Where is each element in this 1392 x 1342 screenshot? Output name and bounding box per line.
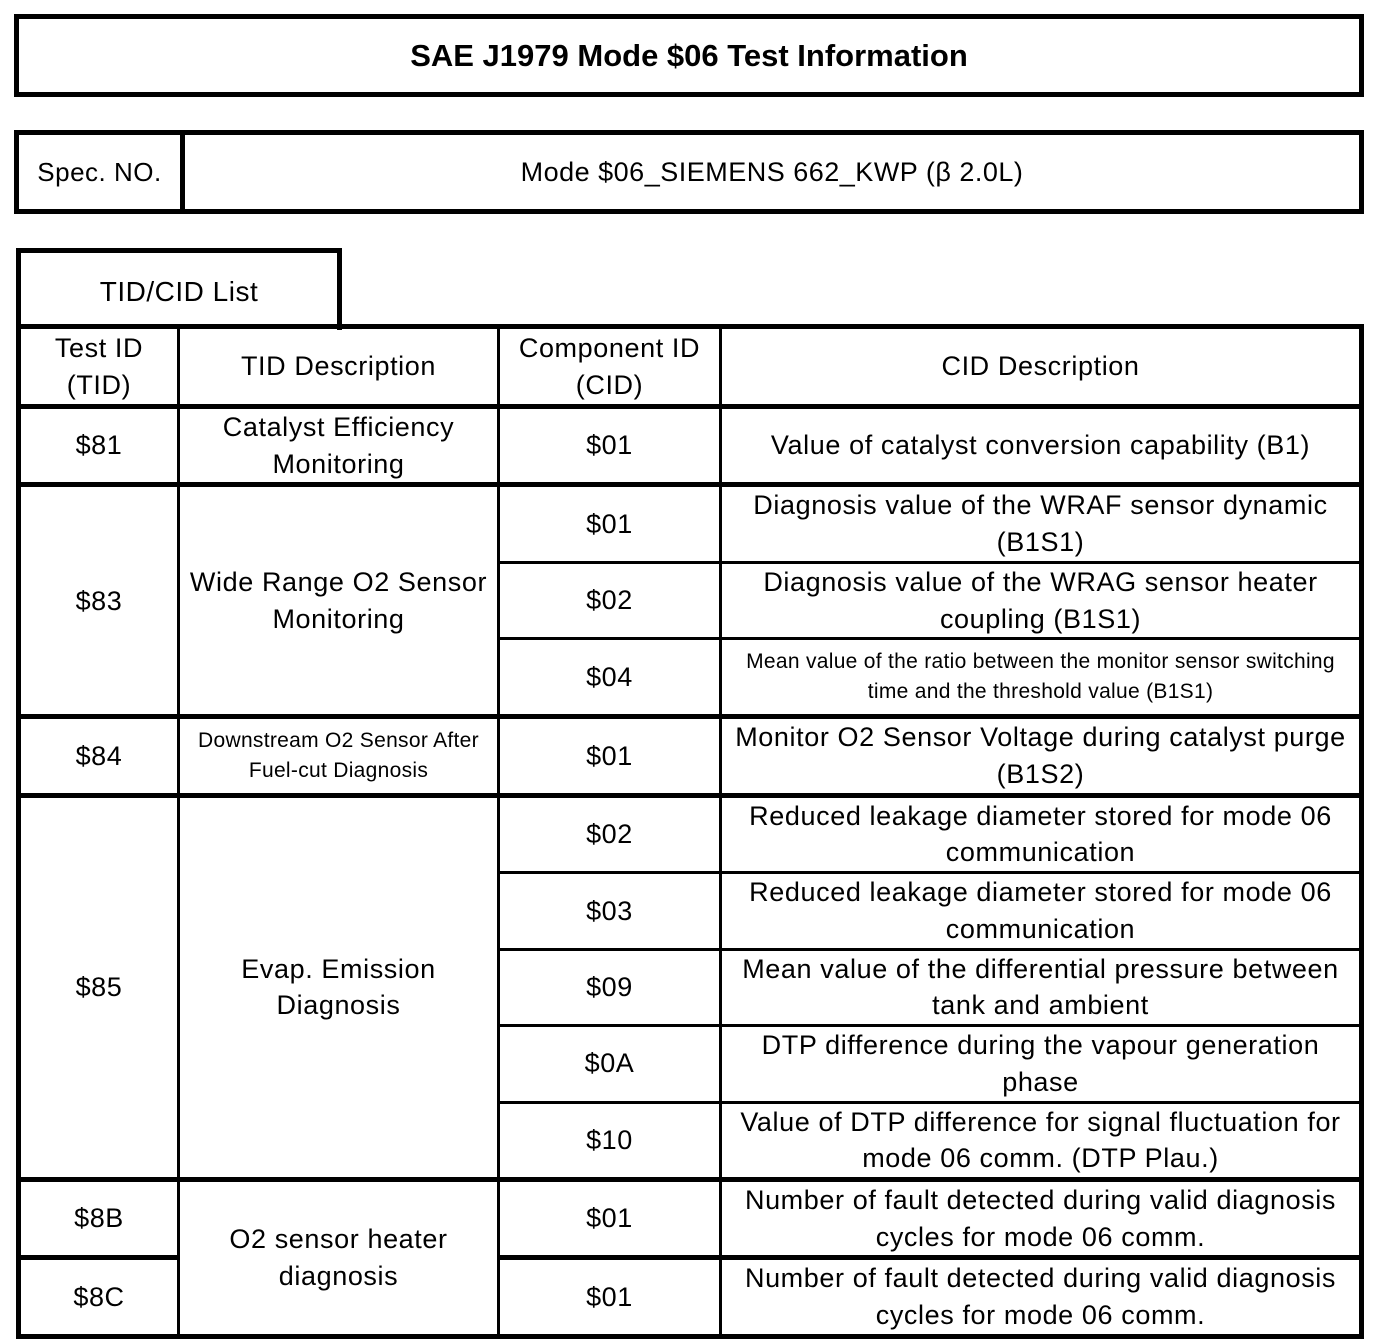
cid-description-cell: Mean value of the differential pressure between tank and ambient (721, 949, 1362, 1025)
page-title: SAE J1979 Mode $06 Test Information (14, 14, 1364, 97)
tid-description-cell: Catalyst Efficiency Monitoring (179, 407, 499, 485)
header-test-id: Test ID (TID) (19, 327, 179, 407)
table-row (19, 795, 1362, 872)
tid-cid-table (16, 324, 1364, 1339)
tid-description-cell: Evap. Emission Diagnosis (179, 795, 499, 1179)
cid-cell: $02 (499, 795, 721, 872)
header-component-id: Component ID (CID) (499, 327, 721, 407)
cid-cell: $0A (499, 1026, 721, 1102)
cid-description-cell: Diagnosis value of the WRAG sensor heater coupling (B1S1) (721, 562, 1362, 638)
tid-cell: $84 (19, 717, 179, 795)
cid-cell: $04 (499, 639, 721, 717)
cid-cell: $09 (499, 949, 721, 1025)
spec-label: Spec. NO. (19, 135, 185, 209)
cid-cell: $01 (499, 1179, 721, 1257)
spec-number-box (14, 130, 1364, 214)
cid-cell: $01 (499, 485, 721, 562)
table-row (19, 717, 1362, 795)
cid-description-cell: Reduced leakage diameter stored for mode 06 communication (721, 873, 1362, 949)
cid-description-cell: Diagnosis value of the WRAF sensor dynamic (B1S1) (721, 485, 1362, 562)
tid-cell: $8B (19, 1179, 179, 1257)
cid-cell: $01 (499, 407, 721, 485)
cid-cell: $10 (499, 1102, 721, 1179)
cid-description-cell: Number of fault detected during valid diagnosis cycles for mode 06 comm. (721, 1179, 1362, 1257)
cid-cell: $01 (499, 1258, 721, 1336)
tid-cell: $8C (19, 1258, 179, 1336)
tid-cell: $83 (19, 485, 179, 717)
header-tid-description: TID Description (179, 327, 499, 407)
tid-description-cell: O2 sensor heater diagnosis (179, 1179, 499, 1336)
cid-cell: $03 (499, 873, 721, 949)
tid-cell: $81 (19, 407, 179, 485)
tid-cid-list-heading: TID/CID List (16, 248, 342, 330)
table-row (19, 1179, 1362, 1257)
table-header-row (19, 327, 1362, 407)
cid-description-cell: Value of DTP difference for signal fluctuation for mode 06 comm. (DTP Plau.) (721, 1102, 1362, 1179)
cid-description-cell: Monitor O2 Sensor Voltage during catalyst purge (B1S2) (721, 717, 1362, 795)
cid-description-cell: Number of fault detected during valid diagnosis cycles for mode 06 comm. (721, 1258, 1362, 1336)
cid-cell: $01 (499, 717, 721, 795)
cid-description-cell: DTP difference during the vapour generation phase (721, 1026, 1362, 1102)
cid-description-cell: Mean value of the ratio between the monitor sensor switching time and the threshold value (B1S1) (721, 639, 1362, 717)
header-cid-description: CID Description (721, 327, 1362, 407)
tid-cell: $85 (19, 795, 179, 1179)
spec-value: Mode $06_SIEMENS 662_KWP (β 2.0L) (520, 156, 1024, 187)
cid-description-cell: Reduced leakage diameter stored for mode 06 communication (721, 795, 1362, 872)
tid-description-cell: Downstream O2 Sensor After Fuel-cut Diagnosis (179, 717, 499, 795)
table-row (19, 485, 1362, 562)
tid-description-cell: Wide Range O2 Sensor Monitoring (179, 485, 499, 717)
cid-cell: $02 (499, 562, 721, 638)
table-row (19, 407, 1362, 485)
cid-description-cell: Value of catalyst conversion capability (B1) (721, 407, 1362, 485)
